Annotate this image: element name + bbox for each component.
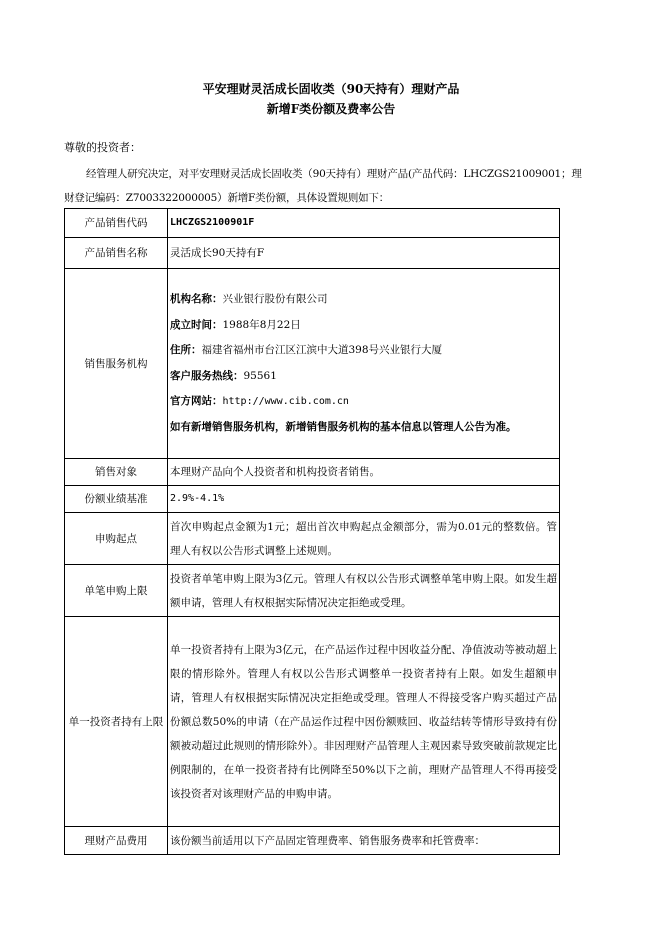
table-row <box>65 827 560 855</box>
agency-address-line <box>170 338 557 364</box>
agency-name-label: 机构名称： <box>170 293 223 305</box>
row-value: 单一投资者持有上限为3亿元，在产品运作过程中因收益分配、净值波动等被动超上限的情形除外。管理人有权以公告形式调整单一投资者持有上限。如发生超额申请，管理人有权根据实际情况决定拒绝或受理。管理人不得接受客户购买超过产品份额总数50%的申请（在产品运作过程中因份额赎回、收益结转等情形导致持有份额被动超过此规则的情形除外）。非因理财产品管理人主观因素导致突破前款规定比例限制的，在单一投资者持有比例降至50%以下之前，理财产品管理人不得再接受该投资者对该理财产品的申购申请。 <box>168 617 560 827</box>
intro-paragraph: 经管理人研究决定，对平安理财灵活成长固收类（90天持有）理财产品(产品代码：LHCZGS21009001；理财登记编码：Z7003322000005）新增F类份额，具体设置规则如下： <box>64 168 582 204</box>
doc-title-line2: 新增F类份额及费率公告 <box>266 102 396 116</box>
row-value: 灵活成长90天持有F <box>168 238 560 269</box>
agency-address-value: 福建省福州市台江区江滨中大道398号兴业银行大厦 <box>201 344 443 356</box>
row-label: 产品销售代码 <box>65 209 168 238</box>
agency-name-value: 兴业银行股份有限公司 <box>222 293 328 305</box>
agency-name-line <box>170 287 557 313</box>
agency-note: 如有新增销售服务机构，新增销售服务机构的基本信息以管理人公告为准。 <box>170 420 517 433</box>
row-label: 单一投资者持有上限 <box>65 617 168 827</box>
agency-address-label: 住所： <box>170 344 202 356</box>
row-label: 份额业绩基准 <box>65 486 168 513</box>
table-row <box>65 565 560 617</box>
table-row <box>65 617 560 827</box>
row-value: 首次申购起点金额为1元；超出首次申购起点金额部分，需为0.01元的整数倍。管理人有权以公告形式调整上述规则。 <box>168 513 560 565</box>
agency-website-value: http://www.cib.com.cn <box>222 396 349 407</box>
agency-hotline-line <box>170 364 557 390</box>
row-label: 申购起点 <box>65 513 168 565</box>
agency-hotline-value: 95561 <box>243 369 277 382</box>
row-value: 该份额当前适用以下产品固定管理费率、销售服务费率和托管费率： <box>168 827 560 855</box>
doc-title-line1: 平安理财灵活成长固收类（90天持有）理财产品 <box>202 82 460 96</box>
row-value: 本理财产品向个人投资者和机构投资者销售。 <box>168 459 560 486</box>
row-label: 销售服务机构 <box>65 269 168 459</box>
row-label: 理财产品费用 <box>65 827 168 855</box>
table-row <box>65 238 560 269</box>
sales-agency-details <box>168 269 560 459</box>
row-value: 2.9%-4.1% <box>168 486 560 513</box>
table-row <box>65 486 560 513</box>
table-row <box>65 209 560 238</box>
product-info-table <box>64 208 560 855</box>
agency-founded-value: 1988年8月22日 <box>222 318 301 331</box>
agency-founded-label: 成立时间： <box>170 318 223 331</box>
greeting: 尊敬的投资者： <box>64 141 141 154</box>
table-row <box>65 459 560 486</box>
agency-website-line <box>170 389 557 415</box>
row-value: LHCZGS2100901F <box>168 209 560 238</box>
agency-website-label: 官方网站： <box>170 395 223 407</box>
row-value: 投资者单笔申购上限为3亿元。管理人有权以公告形式调整单笔申购上限。如发生超额申请，管理人有权根据实际情况决定拒绝或受理。 <box>168 565 560 617</box>
row-label: 销售对象 <box>65 459 168 486</box>
agency-hotline-label: 客户服务热线： <box>170 369 244 382</box>
table-row <box>65 513 560 565</box>
row-label: 单笔申购上限 <box>65 565 168 617</box>
row-label: 产品销售名称 <box>65 238 168 269</box>
table-row-sales-agency <box>65 269 560 459</box>
agency-founded-line <box>170 313 557 339</box>
